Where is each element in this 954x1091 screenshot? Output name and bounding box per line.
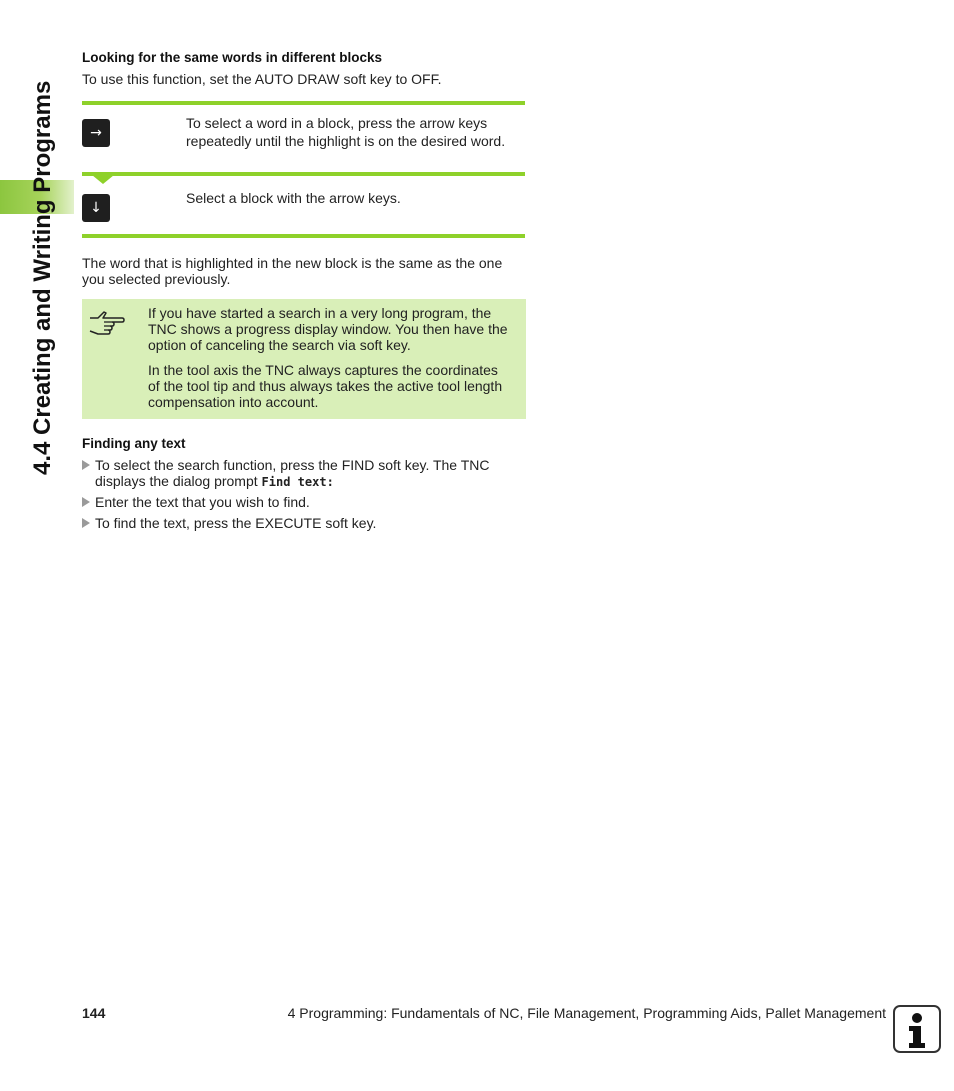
section-heading-same-words: Looking for the same words in different blocks <box>82 50 383 65</box>
arrow-right-key-icon <box>82 119 110 147</box>
step-table-bottom-rule <box>82 234 525 238</box>
section-heading-finding-text: Finding any text <box>82 436 186 451</box>
info-icon <box>893 1005 941 1053</box>
after-steps-text-line1: The word that is highlighted in the new block is the same as the one <box>82 255 503 271</box>
step-1-text-line2: repeatedly until the highlight is on the desired word. <box>186 133 506 149</box>
step-2-text: Select a block with the arrow keys. <box>186 190 401 206</box>
step-separator-notch <box>92 175 114 184</box>
step-table-top-rule <box>82 101 525 105</box>
bullet-arrow-icon <box>82 497 90 507</box>
bullet-1-line1: To select the search function, press the FIND soft key. The TNC <box>95 457 490 473</box>
chapter-title-vertical: 4.4 Creating and Writing Programs <box>29 80 56 475</box>
note-para2-line2: of the tool tip and thus always takes the active tool length <box>148 378 503 394</box>
page-number: 144 <box>82 1005 106 1021</box>
note-para1-line3: option of canceling the search via soft key. <box>148 337 411 353</box>
arrow-down-glyph: ↓ <box>90 200 102 216</box>
bullet-3: To find the text, press the EXECUTE soft key. <box>95 515 377 531</box>
dialog-prompt-code: Find text: <box>261 475 334 489</box>
note-para2-line1: In the tool axis the TNC always captures the coordinates <box>148 362 498 378</box>
note-para1-line1: If you have started a search in a very long program, the <box>148 305 492 321</box>
bullet-2: Enter the text that you wish to find. <box>95 494 310 510</box>
note-para2-line3: compensation into account. <box>148 394 319 410</box>
after-steps-text-line2: you selected previously. <box>82 271 231 287</box>
note-para1-line2: TNC shows a progress display window. You then have the <box>148 321 508 337</box>
arrow-right-glyph: → <box>90 125 102 141</box>
bullet-1-line2 <box>95 473 334 491</box>
section-intro: To use this function, set the AUTO DRAW soft key to OFF. <box>82 71 442 87</box>
footer-chapter-title: 4 Programming: Fundamentals of NC, File Management, Programming Aids, Pallet Management <box>287 1005 886 1021</box>
pointing-hand-icon <box>88 307 126 340</box>
arrow-down-key-icon <box>82 194 110 222</box>
bullet-1-line2-text: displays the dialog prompt <box>95 473 262 489</box>
bullet-arrow-icon <box>82 460 90 470</box>
step-1-text-line1: To select a word in a block, press the arrow keys <box>186 115 488 131</box>
step-separator-rule <box>82 172 525 176</box>
bullet-arrow-icon <box>82 518 90 528</box>
